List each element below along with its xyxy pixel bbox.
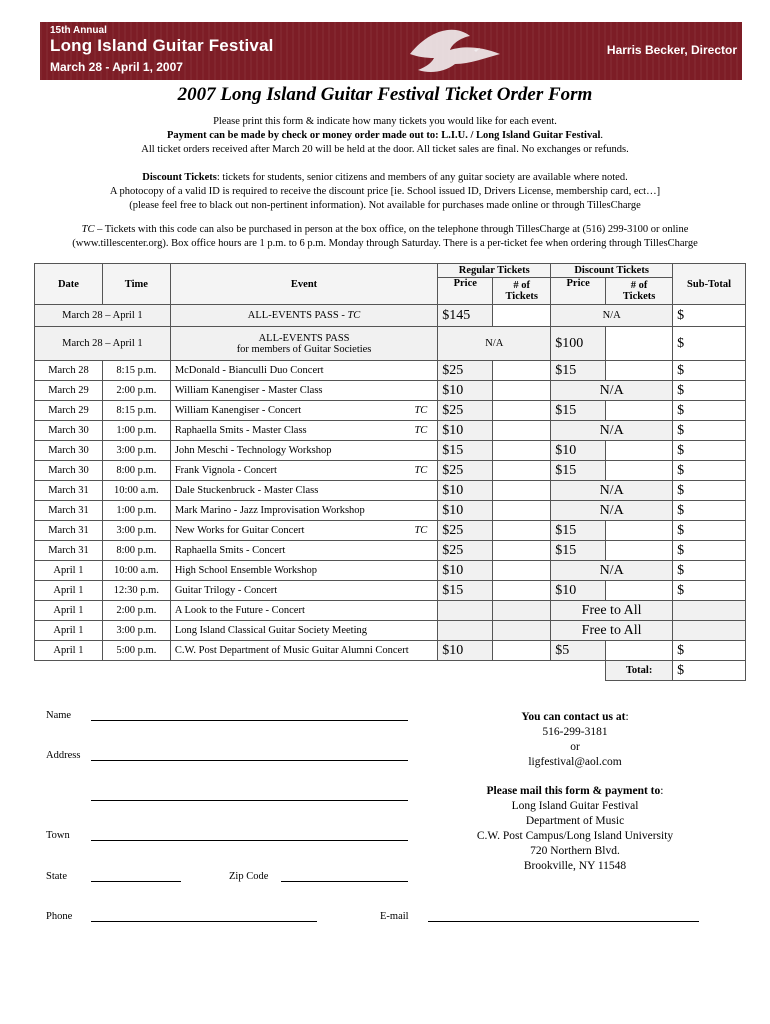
table-row (35, 441, 746, 461)
regular-qty[interactable] (493, 501, 551, 521)
row-event: New Works for Guitar Concert TC (170, 521, 437, 541)
row-date: March 30 (35, 461, 103, 481)
row-time: 3:00 p.m. (102, 621, 170, 641)
regular-qty[interactable] (493, 421, 551, 441)
discount-price: $15 (551, 541, 606, 561)
phone-field[interactable] (91, 921, 317, 922)
tc-info (30, 223, 740, 251)
regular-price: $10 (438, 641, 493, 661)
table-row (35, 581, 746, 601)
table-row (35, 501, 746, 521)
row-subtotal[interactable]: $ (673, 421, 746, 441)
mail-line: Brookville, NY 11548 (523, 860, 627, 872)
id-line: A photocopy of a valid ID is required to receive the discount price [ie. School issued ID, Drivers License, membership card, ect…] (109, 186, 661, 197)
row-time: 2:00 p.m. (102, 601, 170, 621)
row-event: Long Island Classical Guitar Society Meeting (170, 621, 437, 641)
discount-price: $5 (551, 641, 606, 661)
row-event: A Look to the Future - Concert (170, 601, 437, 621)
row-event: William Kanengiser - Master Class (170, 381, 437, 401)
name-field[interactable] (91, 720, 408, 721)
discount-qty[interactable] (606, 581, 673, 601)
mail-line: Department of Music (525, 815, 625, 827)
table-row (35, 561, 746, 581)
zip-field[interactable] (281, 881, 408, 882)
row-subtotal[interactable]: $ (673, 361, 746, 381)
row-subtotal[interactable]: $ (673, 501, 746, 521)
pass-date: March 28 – April 1 (35, 305, 171, 327)
row-date: April 1 (35, 641, 103, 661)
ticket-order-table (34, 263, 746, 681)
header-discount-num: # of Tickets (606, 278, 673, 305)
regular-price: $10 (438, 421, 493, 441)
regular-price: $25 (438, 361, 493, 381)
row-time: 12:30 p.m. (102, 581, 170, 601)
intro-line-3: All ticket orders received after March 20 will be held at the door. All ticket sales are final. No exchanges or refunds. (141, 144, 629, 155)
row-time: 8:15 p.m. (102, 401, 170, 421)
regular-price: $10 (438, 381, 493, 401)
mail-heading: Please mail this form & payment to: (486, 785, 664, 797)
society-pass-event: ALL-EVENTS PASS for members of Guitar Societies (170, 327, 437, 361)
discount-qty[interactable] (606, 441, 673, 461)
regular-price: $25 (438, 401, 493, 421)
email-label: E-mail (380, 911, 409, 922)
state-field[interactable] (91, 881, 181, 882)
town-field[interactable] (91, 840, 408, 841)
banner-festival-name: Long Island Guitar Festival (50, 36, 274, 55)
dove-icon (400, 24, 510, 78)
table-row (35, 481, 746, 501)
row-date: March 31 (35, 521, 103, 541)
row-date: March 31 (35, 501, 103, 521)
row-time: 8:00 p.m. (102, 461, 170, 481)
row-event: Mark Marino - Jazz Improvisation Workshop (170, 501, 437, 521)
tc-marker: TC (414, 425, 428, 436)
discount-qty[interactable] (606, 521, 673, 541)
discount-info (30, 171, 740, 213)
regular-qty[interactable] (493, 401, 551, 421)
contact-or: or (570, 741, 580, 753)
discount-na: N/A (551, 501, 673, 521)
table-row (35, 401, 746, 421)
row-event: C.W. Post Department of Music Guitar Alumni Concert (170, 641, 437, 661)
row-date: April 1 (35, 601, 103, 621)
contact-heading: You can contact us at: (521, 711, 629, 723)
zip-label: Zip Code (229, 871, 269, 882)
row-date: March 31 (35, 481, 103, 501)
regular-qty[interactable] (493, 561, 551, 581)
society-pass-regular-na: N/A (438, 327, 551, 361)
regular-price: $25 (438, 461, 493, 481)
regular-qty[interactable] (493, 581, 551, 601)
tc-line-1: TC – Tickets with this code can also be purchased in person at the box office, on the telephone through TillesCharge at (516) 299-3100 or online (81, 224, 689, 235)
row-date: April 1 (35, 581, 103, 601)
society-pass-subtotal[interactable]: $ (673, 327, 746, 361)
discount-qty[interactable] (606, 541, 673, 561)
row-time: 10:00 a.m. (102, 481, 170, 501)
row-event: Raphaella Smits - Concert (170, 541, 437, 561)
regular-qty[interactable] (493, 361, 551, 381)
table-row (35, 421, 746, 441)
row-subtotal[interactable]: $ (673, 481, 746, 501)
row-event: John Meschi - Technology Workshop (170, 441, 437, 461)
header-regular-tickets: Regular Tickets (438, 264, 551, 278)
row-time: 1:00 p.m. (102, 501, 170, 521)
discount-price: $10 (551, 441, 606, 461)
pass-regular-qty[interactable] (493, 305, 551, 327)
row-subtotal[interactable]: $ (673, 561, 746, 581)
row-event: William Kanengiser - Concert TC (170, 401, 437, 421)
row-subtotal[interactable]: $ (673, 641, 746, 661)
regular-price: $25 (438, 541, 493, 561)
row-event: McDonald - Bianculli Duo Concert (170, 361, 437, 381)
event-rows (35, 361, 746, 661)
page-title: 2007 Long Island Guitar Festival Ticket Order Form (177, 84, 593, 105)
discount-qty[interactable] (606, 641, 673, 661)
intro-line-2: Payment can be made by check or money order made out to: L.I.U. / Long Island Guitar Festival. (166, 130, 604, 141)
mail-line: 720 Northern Blvd. (530, 845, 620, 857)
header-regular-price: Price (438, 278, 493, 305)
banner-director: Harris Becker, Director (606, 43, 737, 57)
table-row (35, 641, 746, 661)
table-row (35, 461, 746, 481)
row-date: March 29 (35, 381, 103, 401)
row-time: 3:00 p.m. (102, 441, 170, 461)
table-row (35, 621, 746, 641)
total-label: Total: (606, 661, 673, 681)
discount-qty[interactable] (606, 461, 673, 481)
discount-line: Discount Tickets: tickets for students, senior citizens and members of any guitar society are available where noted. (142, 172, 628, 183)
contact-email: ligfestival@aol.com (528, 756, 622, 768)
row-date: March 30 (35, 441, 103, 461)
discount-qty[interactable] (606, 361, 673, 381)
regular-qty[interactable] (493, 461, 551, 481)
header-discount-price: Price (551, 278, 606, 305)
regular-qty[interactable] (493, 481, 551, 501)
pass-event: ALL-EVENTS PASS - TC (170, 305, 437, 327)
row-date: April 1 (35, 561, 103, 581)
regular-qty[interactable] (493, 541, 551, 561)
row-subtotal[interactable]: $ (673, 441, 746, 461)
row-subtotal[interactable]: $ (673, 541, 746, 561)
free-label: Free to All (551, 621, 673, 641)
discount-price: $15 (551, 401, 606, 421)
discount-na: N/A (551, 381, 673, 401)
table-row (35, 601, 746, 621)
table-row (35, 381, 746, 401)
society-pass-row (35, 327, 746, 361)
total-value[interactable]: $ (673, 661, 746, 681)
email-field[interactable] (428, 921, 699, 922)
all-events-pass-row (35, 305, 746, 327)
header-subtotal: Sub-Total (673, 264, 746, 305)
black-out-line: (please feel free to black out non-pertinent information). Not available for purchases made online or through TillesCharge (129, 200, 641, 211)
regular-price: $15 (438, 581, 493, 601)
row-event: Raphaella Smits - Master Class TC (170, 421, 437, 441)
pass-subtotal[interactable]: $ (673, 305, 746, 327)
header-discount-tickets: Discount Tickets (551, 264, 673, 278)
row-subtotal[interactable]: $ (673, 381, 746, 401)
discount-price: $15 (551, 461, 606, 481)
regular-qty[interactable] (493, 381, 551, 401)
mail-line: C.W. Post Campus/Long Island University (476, 830, 674, 842)
mailing-address (430, 784, 720, 874)
row-time: 5:00 p.m. (102, 641, 170, 661)
mail-line: Long Island Guitar Festival (511, 800, 639, 812)
discount-na: N/A (551, 421, 673, 441)
tc-marker: TC (414, 525, 428, 536)
discount-price: $15 (551, 521, 606, 541)
row-subtotal[interactable]: $ (673, 461, 746, 481)
regular-qty[interactable] (493, 521, 551, 541)
banner-annual: 15th Annual (50, 25, 107, 36)
row-event: Frank Vignola - Concert TC (170, 461, 437, 481)
row-event: High School Ensemble Workshop (170, 561, 437, 581)
address-label: Address (46, 750, 81, 761)
row-time: 1:00 p.m. (102, 421, 170, 441)
regular-price: $10 (438, 561, 493, 581)
state-label: State (46, 871, 67, 882)
header-date: Date (35, 264, 103, 305)
row-date: March 28 (35, 361, 103, 381)
free-label: Free to All (551, 601, 673, 621)
row-time: 8:00 p.m. (102, 541, 170, 561)
row-time: 8:15 p.m. (102, 361, 170, 381)
regular-price: $25 (438, 521, 493, 541)
discount-qty[interactable] (606, 401, 673, 421)
regular-qty[interactable] (493, 441, 551, 461)
society-pass-date: March 28 – April 1 (35, 327, 171, 361)
name-label: Name (46, 710, 72, 721)
table-row (35, 521, 746, 541)
tc-marker: TC (414, 405, 428, 416)
row-event: Guitar Trilogy - Concert (170, 581, 437, 601)
tc-line-2: (www.tillescenter.org). Box office hours are 1 p.m. to 6 p.m. Monday through Saturday. There is a per-ticket fee when ordering through TillesCharge (72, 238, 698, 249)
discount-na: N/A (551, 561, 673, 581)
regular-price: $15 (438, 441, 493, 461)
discount-price: $15 (551, 361, 606, 381)
pass-regular-price: $145 (438, 305, 493, 327)
row-time: 3:00 p.m. (102, 521, 170, 541)
regular-price: $10 (438, 481, 493, 501)
society-pass-discount-price: $100 (551, 327, 606, 361)
discount-na: N/A (551, 481, 673, 501)
intro-instructions (30, 115, 740, 157)
row-date: March 31 (35, 541, 103, 561)
row-date: April 1 (35, 621, 103, 641)
banner-dates: March 28 - April 1, 2007 (50, 60, 183, 74)
phone-label: Phone (46, 911, 73, 922)
address-field[interactable] (91, 760, 408, 761)
header-event: Event (170, 264, 437, 305)
festival-banner (40, 22, 742, 80)
row-subtotal[interactable]: $ (673, 401, 746, 421)
intro-line-1: Please print this form & indicate how many tickets you would like for each event. (213, 116, 557, 127)
header-time: Time (102, 264, 170, 305)
row-subtotal[interactable]: $ (673, 521, 746, 541)
society-pass-discount-qty[interactable] (606, 327, 673, 361)
header-regular-num: # of Tickets (493, 278, 551, 305)
row-date: March 29 (35, 401, 103, 421)
row-event: Dale Stuckenbruck - Master Class (170, 481, 437, 501)
row-date: March 30 (35, 421, 103, 441)
total-row (35, 661, 746, 681)
tc-marker: TC (414, 465, 428, 476)
town-label: Town (46, 830, 70, 841)
regular-price: $10 (438, 501, 493, 521)
table-row (35, 541, 746, 561)
address-field-line-2[interactable] (91, 800, 408, 801)
regular-qty[interactable] (493, 641, 551, 661)
row-subtotal[interactable]: $ (673, 581, 746, 601)
discount-price: $10 (551, 581, 606, 601)
table-row (35, 361, 746, 381)
pass-discount-na: N/A (551, 305, 673, 327)
row-time: 10:00 a.m. (102, 561, 170, 581)
contact-info (430, 710, 720, 770)
contact-phone: 516-299-3181 (542, 726, 608, 738)
row-time: 2:00 p.m. (102, 381, 170, 401)
